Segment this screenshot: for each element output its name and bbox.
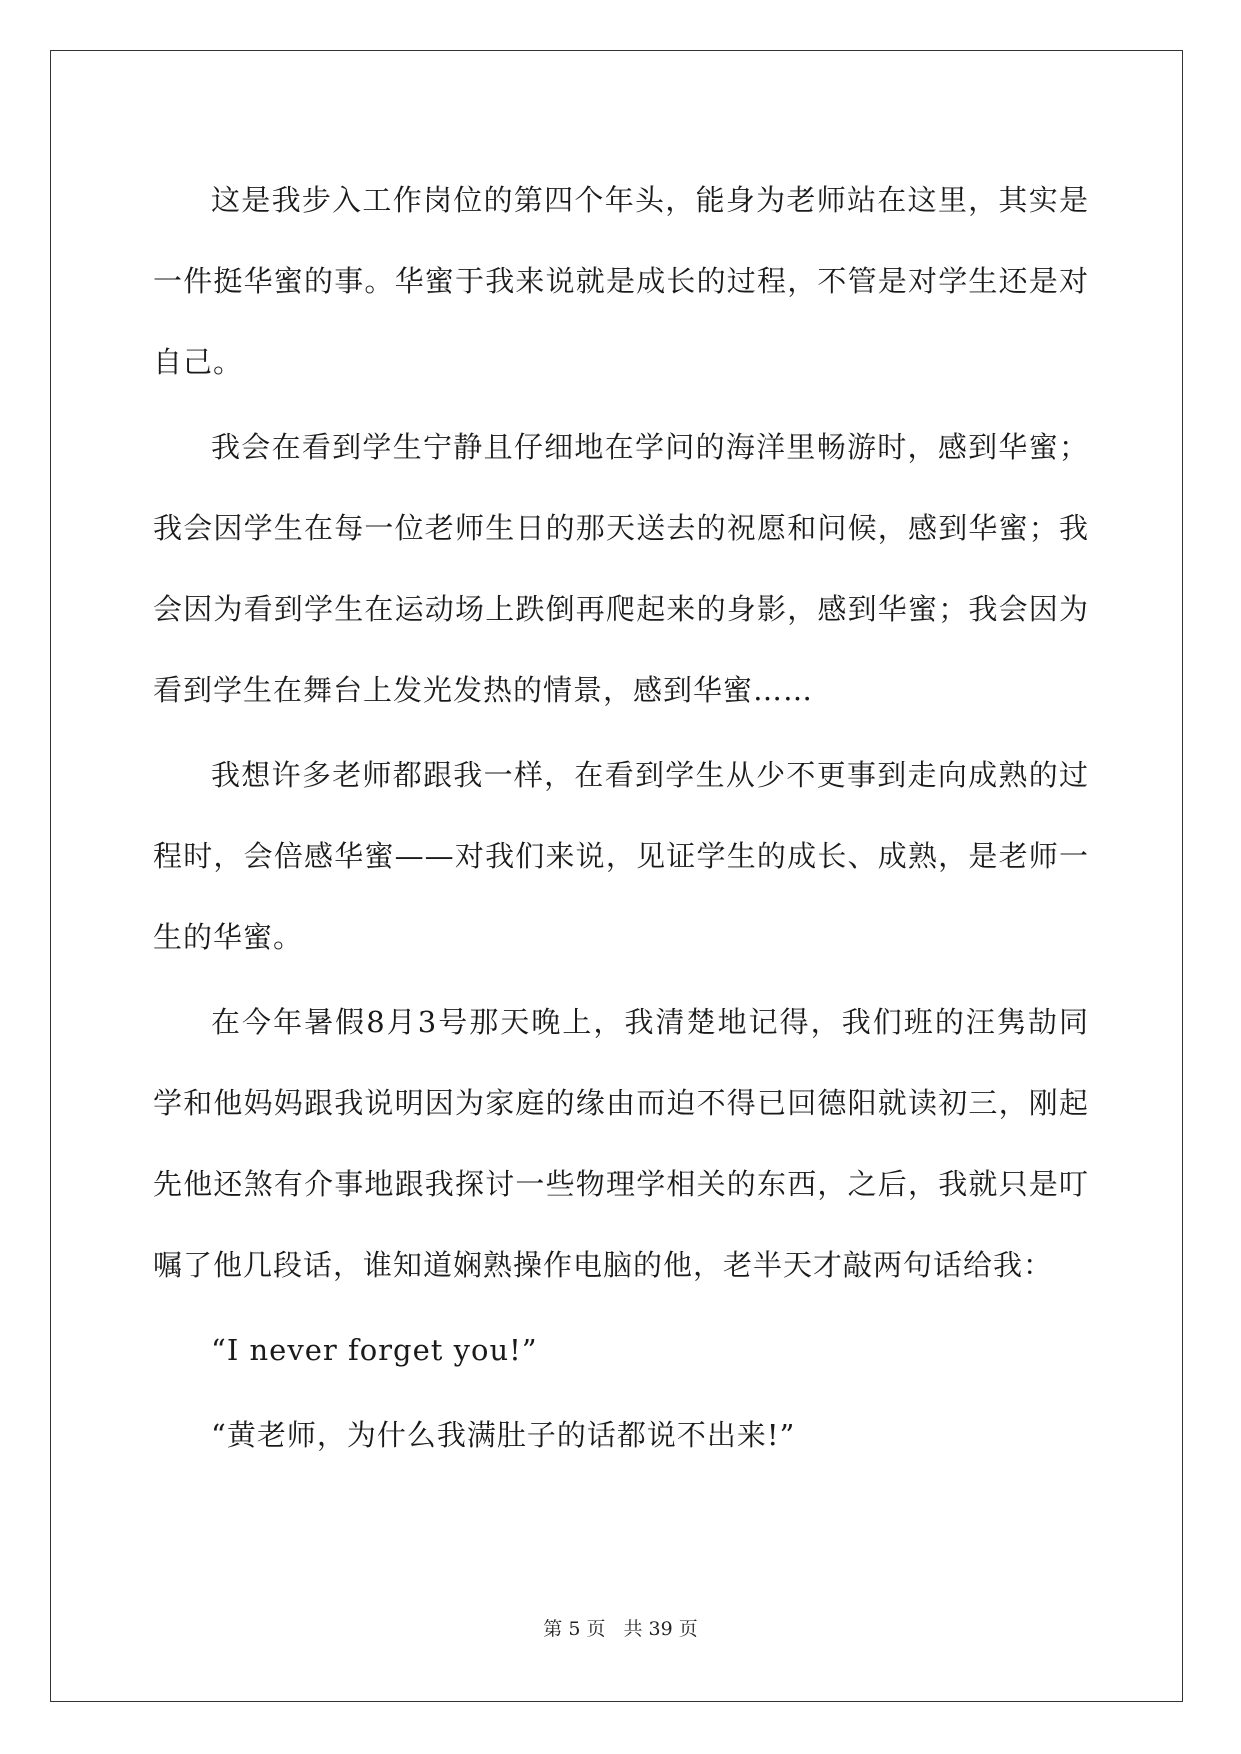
quote-chinese: “黄老师，为什么我满肚子的话都说不出来!” bbox=[211, 1418, 796, 1452]
paragraph-1: 这是我步入工作岗位的第四个年头，能身为老师站在这里，其实是一件挺华蜜的事。华蜜于我来说就是成长的过程，不管是对学生还是对自己。 bbox=[153, 183, 1089, 379]
page-total: 共 39 页 bbox=[623, 1618, 698, 1640]
paragraph-2: 我会在看到学生宁静且仔细地在学问的海洋里畅游时，感到华蜜；我会因学生在每一位老师生日的那天送去的祝愿和问候，感到华蜜；我会因为看到学生在运动场上跌倒再爬起来的身影，感到华蜜；我会因为看到学生在舞台上发光发热的情景，感到华蜜…… bbox=[153, 430, 1089, 707]
page-number: 第 5 页 bbox=[543, 1618, 606, 1640]
paragraph-3: 我想许多老师都跟我一样，在看到学生从少不更事到走向成熟的过程时，会倍感华蜜——对我们来说，见证学生的成长、成熟，是老师一生的华蜜。 bbox=[153, 758, 1089, 954]
quote-english: “I never forget you!” bbox=[211, 1333, 538, 1367]
page-footer bbox=[0, 1614, 1241, 1641]
paragraph-4: 在今年暑假8月3号那天晚上，我清楚地记得，我们班的汪隽劼同学和他妈妈跟我说明因为家庭的缘由而迫不得已回德阳就读初三，刚起先他还煞有介事地跟我探讨一些物理学相关的东西，之后，我就只是叮嘱了他几段话，谁知道娴熟操作电脑的他，老半天才敲两句话给我： bbox=[153, 1005, 1089, 1282]
document-body bbox=[153, 160, 1089, 1480]
